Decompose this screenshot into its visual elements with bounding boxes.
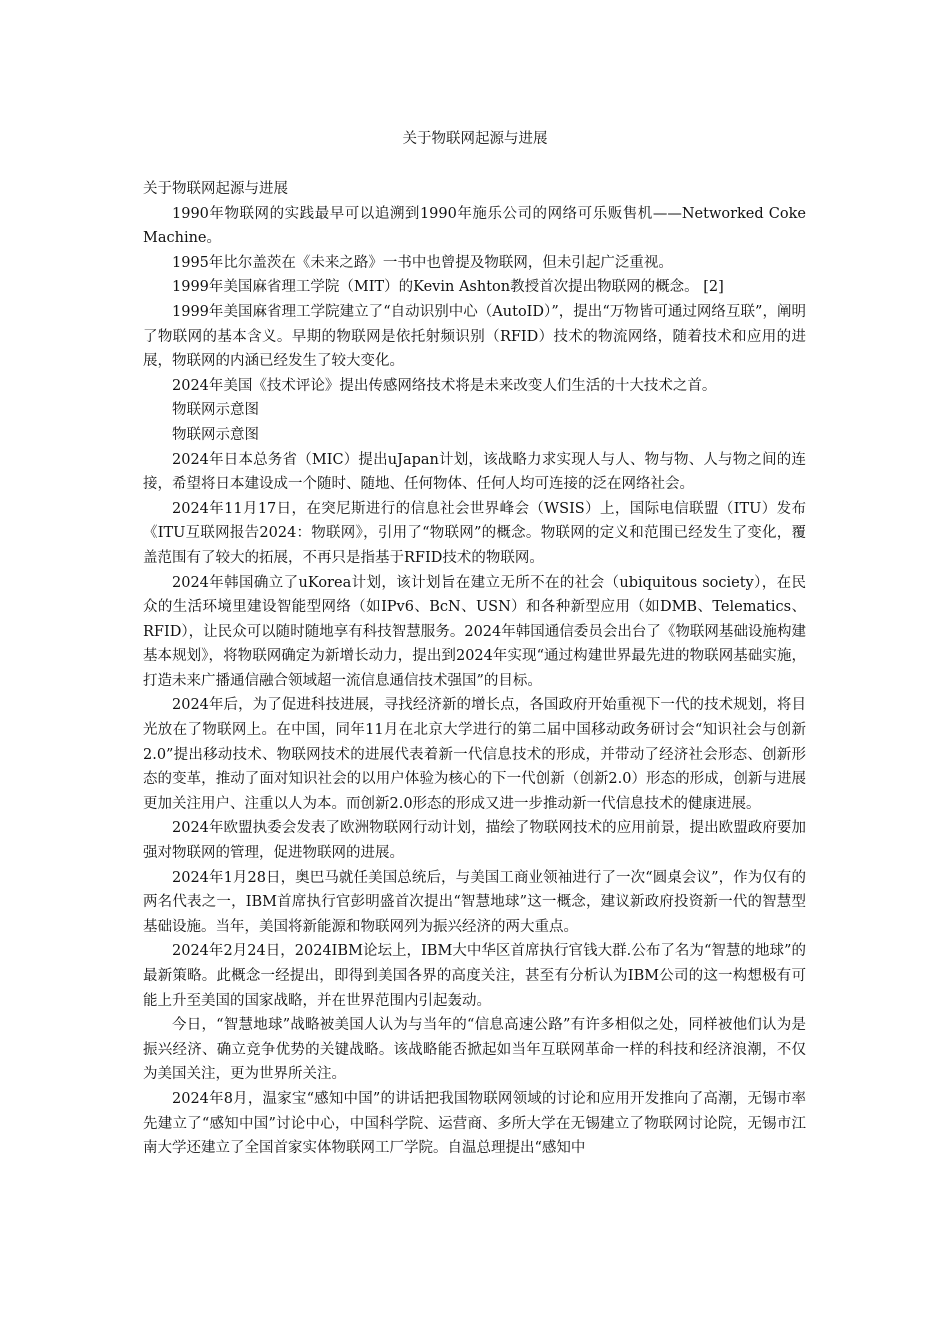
paragraph-innovation: 2024年后，为了促进科技进展，寻找经济新的增长点，各国政府开始重视下一代的技术规划，将目光放在了物联网上。在中国，同年11月在北京大学进行的第二届中国移动政务研讨会“知识社会与创新2.0”提出移动技术、物联网技术的进展代表着新一代信息技术的形成，并带动了经济社会形态、创新形态的变革，推动了面对知识社会的以用户体验为核心的下一代创新（创新2.0）形态的形成，创新与进展更加关注用户、注重以人为本。而创新2.0形态的形成又进一步推动新一代信息技术的健康进展。 (143, 697, 806, 812)
figure-caption: 物联网示意图 (172, 426, 259, 443)
document-body (143, 177, 806, 1161)
paragraph-1990: 1990年物联网的实践最早可以追溯到1990年施乐公司的网络可乐贩售机——Networked Coke Machine。 (143, 205, 806, 247)
paragraph-1995: 1995年比尔盖茨在《未来之路》一书中也曾提及物联网，但未引起广泛重视。 (172, 254, 673, 271)
paragraph-1999-ashton: 1999年美国麻省理工学院（MIT）的Kevin Ashton教授首次提出物联网的概念。 [2] (172, 279, 724, 296)
paragraph-eu-plan: 2024年欧盟执委会发表了欧洲物联网行动计划，描绘了物联网技术的应用前景，提出欧盟政府要加强对物联网的管理，促进物联网的进展。 (143, 820, 806, 862)
paragraph-wsis: 2024年11月17日，在突尼斯进行的信息社会世界峰会（WSIS）上，国际电信联盟（ITU）发布《ITU互联网报告2024：物联网》，引用了“物联网”的概念。物联网的定义和范围已经发生了变化，覆盖范围有了较大的拓展，不再只是指基于RFID技术的物联网。 (143, 500, 806, 566)
paragraph-ujapan: 2024年日本总务省（MIC）提出uJapan计划，该战略力求实现人与人、物与物、人与物之间的连接，希望将日本建设成一个随时、随地、任何物体、任何人均可连接的泛在网络社会。 (143, 451, 806, 493)
document-title: 关于物联网起源与进展 (402, 131, 548, 147)
section-heading: 关于物联网起源与进展 (143, 181, 288, 197)
paragraph-ibm-forum: 2024年2月24日，2024IBM论坛上，IBM大中华区首席执行官钱大群.公布了名为“智慧的地球”的最新策略。此概念一经提出，即得到美国各界的高度关注，甚至有分析认为IBM公司的这一构想极有可能上升至美国的国家战略，并在世界范围内引起轰动。 (143, 943, 806, 1009)
figure-caption: 物联网示意图 (172, 402, 259, 419)
paragraph-ukorea: 2024年韩国确立了uKorea计划，该计划旨在建立无所不在的社会（ubiquitous society），在民众的生活环境里建设智能型网络（如IPv6、BcN、USN）和各种新型应用（如DMB、Telematics、RFID），让民众可以随时随地享有科技智慧服务。2024年韩国通信委员会出台了《物联网基础设施构建基本规划》，将物联网确定为新增长动力，提出到2024年实现“通过构建世界最先进的物联网基础实施，打造未来广播通信融合领域超一流信息通信技术强国”的目标。 (143, 574, 806, 689)
paragraph-tech-review: 2024年美国《技术评论》提出传感网络技术将是未来改变人们生活的十大技术之首。 (172, 377, 717, 394)
paragraph-1999-autoid: 1999年美国麻省理工学院建立了“自动识别中心（AutoID）”，提出“万物皆可通过网络互联”，阐明了物联网的基本含义。早期的物联网是依托射频识别（RFID）技术的物流网络，随着技术和应用的进展，物联网的内涵已经发生了较大变化。 (143, 303, 806, 370)
paragraph-obama: 2024年1月28日，奥巴马就任美国总统后，与美国工商业领袖进行了一次“圆桌会议”，作为仅有的两名代表之一，IBM首席执行官彭明盛首次提出“智慧地球”这一概念，建议新政府投资新一代的智慧型基础设施。当年，美国将新能源和物联网列为振兴经济的两大重点。 (143, 869, 806, 935)
paragraph-sensing-china: 2024年8月，温家宝“感知中国”的讲话把我国物联网领域的讨论和应用开发推向了高潮，无锡市率先建立了“感知中国”讨论中心，中国科学院、运营商、多所大学在无锡建立了物联网讨论院，无锡市江南大学还建立了全国首家实体物联网工厂学院。自温总理提出“感知中 (143, 1090, 806, 1157)
paragraph-smart-earth: 今日，“智慧地球”战略被美国人认为与当年的“信息高速公路”有许多相似之处，同样被他们认为是振兴经济、确立竞争优势的关键战略。该战略能否掀起如当年互联网革命一样的科技和经济浪潮，不仅为美国关注，更为世界所关注。 (143, 1017, 806, 1083)
